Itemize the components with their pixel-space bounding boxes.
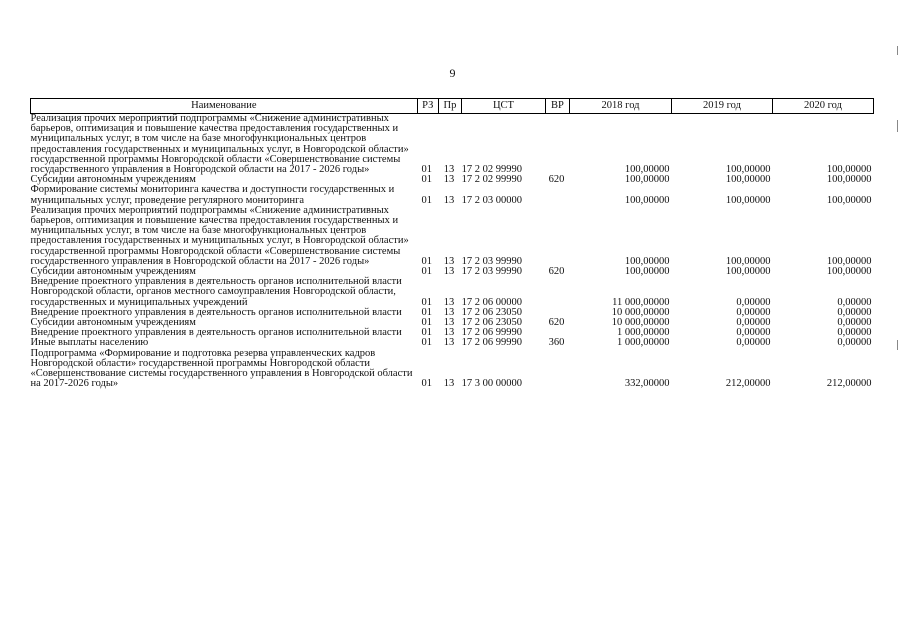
row-pr: 13 (443, 378, 455, 390)
row-cst: 17 2 03 99990 (461, 266, 522, 278)
row-2020: 0,00000 (837, 306, 872, 318)
row-pr: 13 (443, 164, 455, 176)
row-2020: 0,00000 (837, 317, 872, 329)
row-name: Внедрение проектного управления в деятельность органов исполнительной власти (30, 327, 402, 339)
scan-mark (897, 46, 898, 55)
row-vr: 620 (548, 317, 565, 329)
row-rz: 01 (421, 317, 432, 329)
header-name: Наименование (31, 99, 418, 114)
page-number: 9 (449, 66, 456, 80)
header-pr: Пр (438, 99, 461, 114)
row-rz: 01 (421, 164, 432, 176)
row-cst: 17 2 06 99990 (461, 337, 522, 349)
row-rz: 01 (421, 174, 432, 186)
row-pr: 13 (443, 266, 455, 278)
row-name: Реализация прочих мероприятий подпрограммы «Снижение административных барьеров, оптимизация и повышение качества предоставления государственных и муниципальных услуг, в том числе на базе многофункциональных центров предоставления государственных и муниципальных услуг, в Новгородской области» государственной программы Новгородской области «Совершенствование системы государственного управления в Новгородской области на 2017 - 2026 годы» (30, 204, 409, 267)
row-2018: 1 000,00000 (617, 327, 670, 339)
budget-table (30, 98, 874, 389)
row-vr: 360 (548, 337, 565, 349)
scan-mark (897, 340, 898, 350)
row-cst: 17 2 03 99990 (461, 255, 522, 267)
row-vr (545, 185, 569, 205)
row-2018: 100,00000 (624, 255, 670, 267)
row-vr (545, 349, 569, 390)
table-header-row (31, 99, 874, 114)
row-2019: 212,00000 (725, 378, 771, 390)
row-name: Субсидии автономным учреждениям (30, 266, 196, 278)
row-cst: 17 2 06 00000 (461, 296, 522, 308)
row-name: Формирование системы мониторинга качества и доступности государственных и муниципальных услуг, проведение регулярного мониторинга (30, 184, 395, 206)
row-2018: 10 000,00000 (611, 317, 670, 329)
row-rz: 01 (421, 337, 432, 349)
row-pr: 13 (443, 194, 455, 206)
row-2019: 0,00000 (736, 317, 771, 329)
row-name: Внедрение проектного управления в деятельность органов исполнительной власти Новгородской области, органов местного самоуправления Новгородской области, государственных и муниципальных учреждений (30, 276, 402, 308)
row-2018: 1 000,00000 (617, 337, 670, 349)
row-2020: 100,00000 (826, 266, 872, 278)
row-rz: 01 (421, 194, 432, 206)
row-2020: 0,00000 (837, 337, 872, 349)
row-rz: 01 (421, 378, 432, 390)
row-2018: 100,00000 (624, 174, 670, 186)
row-2019: 0,00000 (736, 296, 771, 308)
row-pr: 13 (443, 337, 455, 349)
row-2018: 11 000,00000 (612, 296, 670, 308)
row-vr: 620 (548, 266, 565, 278)
row-2019: 100,00000 (725, 266, 771, 278)
row-vr (545, 206, 569, 267)
row-pr: 13 (443, 317, 455, 329)
row-2020: 100,00000 (826, 255, 872, 267)
row-2020: 100,00000 (826, 194, 872, 206)
row-rz: 01 (421, 255, 432, 267)
row-2018: 100,00000 (624, 194, 670, 206)
row-name: Субсидии автономным учреждениям (30, 174, 196, 186)
row-2019: 100,00000 (725, 164, 771, 176)
row-rz: 01 (421, 266, 432, 278)
header-vr: ВР (545, 99, 569, 114)
header-rz: РЗ (417, 99, 438, 114)
header-cst: ЦСТ (462, 99, 546, 114)
row-rz: 01 (421, 306, 432, 318)
row-2020: 0,00000 (837, 327, 872, 339)
row-2020: 100,00000 (826, 164, 872, 176)
table-row (31, 277, 874, 308)
table-row (31, 349, 874, 390)
row-2020: 0,00000 (837, 296, 872, 308)
row-2018: 332,00000 (624, 378, 670, 390)
header-2019: 2019 год (672, 99, 773, 114)
row-vr (545, 277, 569, 308)
row-pr: 13 (443, 174, 455, 186)
row-name: Подпрограмма «Формирование и подготовка резерва управленческих кадров Новгородской области» государственной программы Новгородской области «Совершенствование системы государственного управления в Новгородской области на 2017-2026 годы» (30, 347, 413, 390)
row-vr (545, 114, 569, 176)
table-row (31, 114, 874, 176)
row-cst: 17 2 03 00000 (461, 194, 522, 206)
row-2018: 10 000,00000 (611, 306, 670, 318)
row-rz: 01 (421, 327, 432, 339)
row-2019: 0,00000 (736, 327, 771, 339)
row-cst: 17 2 06 99990 (461, 327, 522, 339)
table-row (31, 185, 874, 205)
row-2019: 100,00000 (725, 174, 771, 186)
row-2020: 212,00000 (826, 378, 872, 390)
row-vr: 620 (548, 174, 565, 186)
row-2019: 100,00000 (725, 255, 771, 267)
row-2018: 100,00000 (624, 164, 670, 176)
row-pr: 13 (443, 296, 455, 308)
row-2018: 100,00000 (624, 266, 670, 278)
header-2018: 2018 год (570, 99, 672, 114)
row-pr: 13 (443, 327, 455, 339)
table-row (31, 206, 874, 267)
header-2020: 2020 год (772, 99, 873, 114)
row-2019: 0,00000 (736, 337, 771, 349)
row-name: Внедрение проектного управления в деятельность органов исполнительной власти (30, 306, 402, 318)
row-cst: 17 2 02 99990 (461, 174, 522, 186)
row-2020: 100,00000 (826, 174, 872, 186)
row-name: Иные выплаты населению (30, 337, 149, 349)
row-name: Субсидии автономным учреждениям (30, 317, 196, 329)
row-rz: 01 (421, 296, 432, 308)
row-2019: 100,00000 (725, 194, 771, 206)
row-name: Реализация прочих мероприятий подпрограммы «Снижение административных барьеров, оптимизация и повышение качества предоставления государственных и муниципальных услуг, в том числе на базе многофункциональных центров предоставления государственных и муниципальных услуг, в Новгородской области» государственной программы Новгородской области «Совершенствование системы государственного управления в Новгородской области на 2017 - 2026 годы» (30, 113, 409, 176)
row-cst: 17 2 06 23050 (461, 317, 522, 329)
row-cst: 17 2 02 99990 (461, 164, 522, 176)
row-pr: 13 (443, 255, 455, 267)
scan-mark (897, 120, 898, 132)
row-2019: 0,00000 (736, 306, 771, 318)
row-pr: 13 (443, 306, 455, 318)
row-cst: 17 3 00 00000 (461, 378, 522, 390)
row-cst: 17 2 06 23050 (461, 306, 522, 318)
